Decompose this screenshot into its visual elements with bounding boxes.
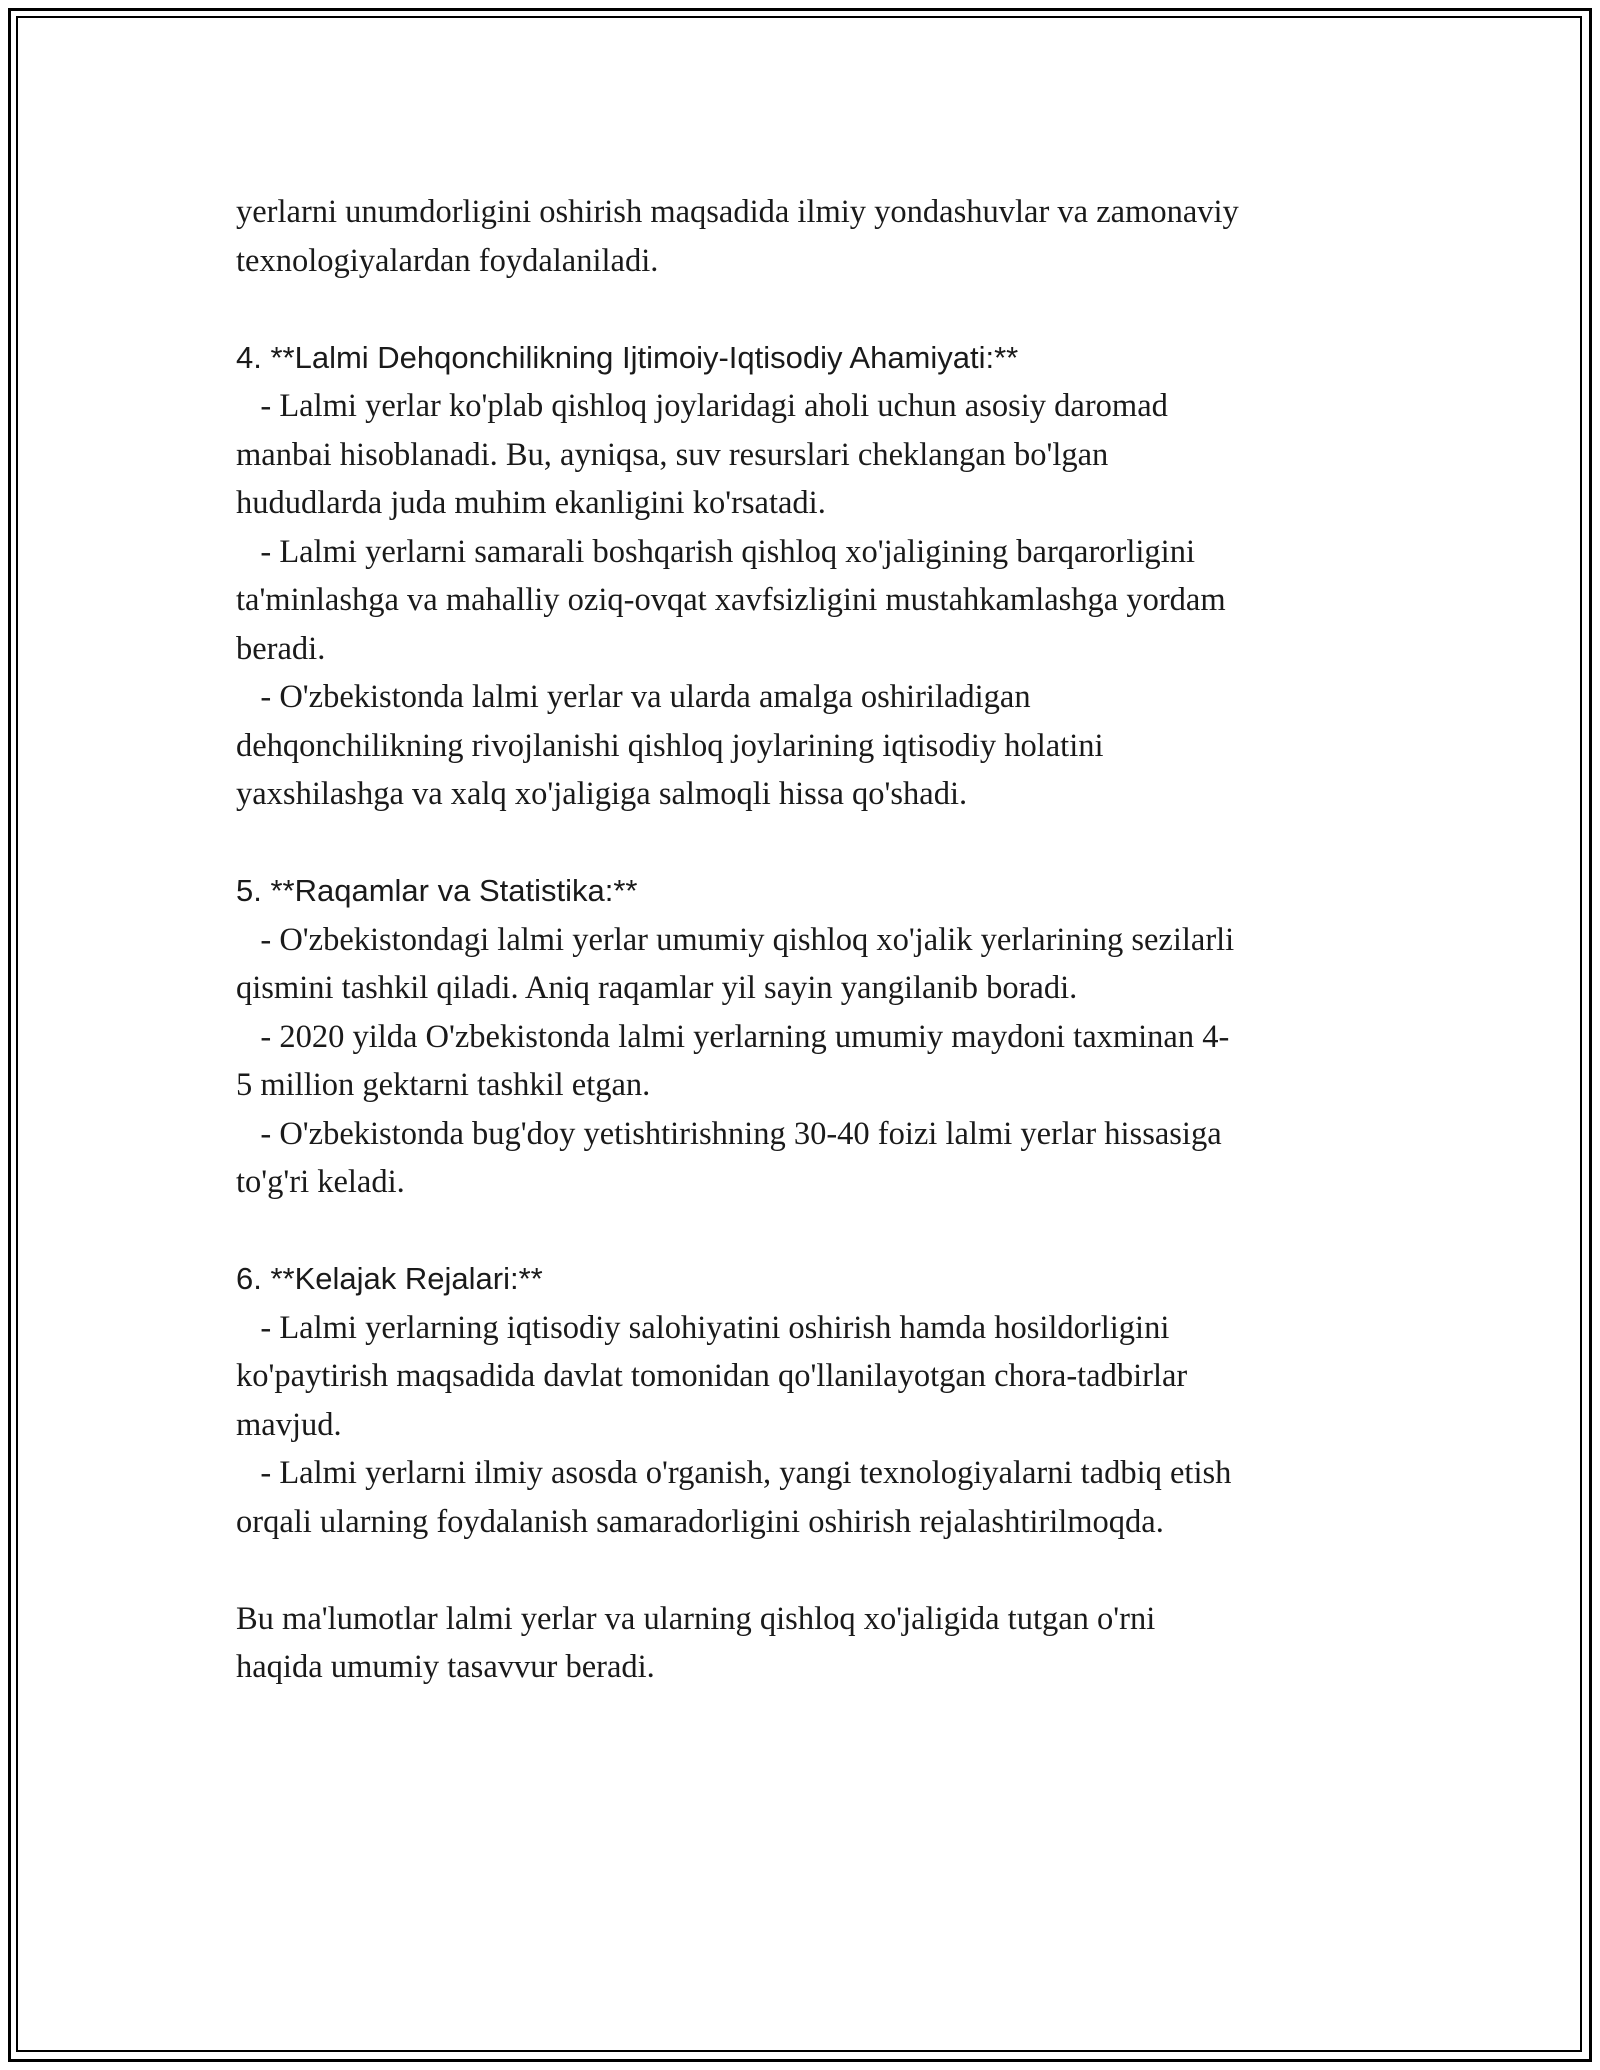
text-line: mavjud. xyxy=(236,1406,342,1443)
text-line: Bu ma'lumotlar lalmi yerlar va ularning qishloq xo'jaligida tutgan o'rni xyxy=(236,1600,1156,1637)
text-line: texnologiyalardan foydalaniladi. xyxy=(236,242,659,279)
text-line: - O'zbekistondagi lalmi yerlar umumiy qishloq xo'jalik yerlarining sezilarli xyxy=(236,921,1235,958)
text-line: orqali ularning foydalanish samaradorligini oshirish rejalashtirilmoqda. xyxy=(236,1503,1164,1540)
text-line: - Lalmi yerlarning iqtisodiy salohiyatini oshirish hamda hosildorligini xyxy=(236,1309,1170,1346)
section-heading: 5. **Raqamlar va Statistika:** xyxy=(236,873,638,908)
text-line: yaxshilashga va xalq xo'jaligiga salmoqli hissa qo'shadi. xyxy=(236,776,968,812)
text-line: - 2020 yilda O'zbekistonda lalmi yerlarning umumiy maydoni taxminan 4- xyxy=(236,1018,1230,1055)
conclusion-paragraph xyxy=(236,1595,1386,1692)
text-line: hududlarda juda muhim ekanligini ko'rsatadi. xyxy=(236,485,826,521)
text-line: - Lalmi yerlar ko'plab qishloq joylaridagi aholi uchun asosiy daromad xyxy=(236,388,1168,424)
text-line: 5 million gektarni tashkil etgan. xyxy=(236,1067,651,1103)
text-line: yerlarni unumdorligini oshirish maqsadida ilmiy yondashuvlar va zamonaviy xyxy=(236,194,1239,230)
text-line: - O'zbekistonda lalmi yerlar va ularda amalga oshiriladigan xyxy=(236,679,1031,715)
section-4 xyxy=(236,334,1386,819)
text-line: to'g'ri keladi. xyxy=(236,1164,405,1200)
text-line: qismini tashkil qiladi. Aniq raqamlar yil sayin yangilanib boradi. xyxy=(236,970,1078,1006)
intro-paragraph xyxy=(236,188,1386,285)
text-line: manbai hisoblanadi. Bu, ayniqsa, suv resurslari cheklangan bo'lgan xyxy=(236,436,1109,473)
text-line: haqida umumiy tasavvur beradi. xyxy=(236,1649,655,1685)
text-line: ta'minlashga va mahalliy oziq-ovqat xavfsizligini mustahkamlashga yordam xyxy=(236,582,1226,618)
paragraph-gap xyxy=(236,285,1386,334)
text-line: - Lalmi yerlarni ilmiy asosda o'rganish, yangi texnologiyalarni tadbiq etish xyxy=(236,1455,1232,1491)
section-heading: 6. **Kelajak Rejalari:** xyxy=(236,1261,543,1296)
section-5 xyxy=(236,867,1386,1207)
paragraph-gap xyxy=(236,1207,1386,1256)
document-body xyxy=(236,188,1386,1692)
text-line: - Lalmi yerlarni samarali boshqarish qishloq xo'jaligining barqarorligini xyxy=(236,533,1195,570)
text-line: beradi. xyxy=(236,630,326,667)
text-line: ko'paytirish maqsadida davlat tomonidan qo'llanilayotgan chora-tadbirlar xyxy=(236,1358,1188,1394)
paragraph-gap xyxy=(236,1546,1386,1595)
paragraph-gap xyxy=(236,819,1386,868)
section-6 xyxy=(236,1255,1386,1546)
text-line: dehqonchilikning rivojlanishi qishloq joylarining iqtisodiy holatini xyxy=(236,727,1104,764)
text-line: - O'zbekistonda bug'doy yetishtirishning 30-40 foizi lalmi yerlar hissasiga xyxy=(236,1115,1222,1152)
section-heading: 4. **Lalmi Dehqonchilikning Ijtimoiy-Iqtisodiy Ahamiyati:** xyxy=(236,339,1019,375)
